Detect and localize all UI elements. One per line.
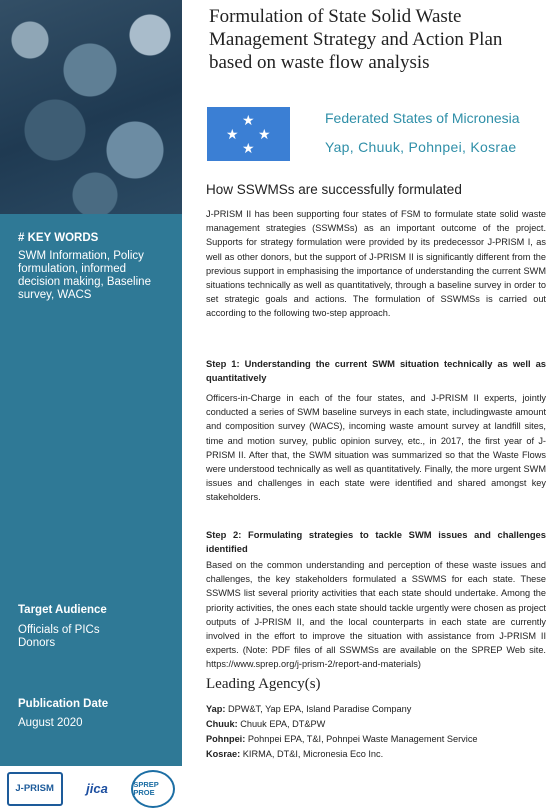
audience-title: Target Audience bbox=[18, 604, 107, 616]
main-content bbox=[182, 0, 558, 811]
sprep-logo: SPREP PROE bbox=[131, 770, 175, 808]
document-title: Formulation of State Solid Waste Management Strategy and Action Plan based on waste flow analysis bbox=[209, 6, 503, 73]
agency-row bbox=[206, 718, 546, 730]
agency-row bbox=[206, 703, 546, 715]
step1-heading: Step 1: Understanding the current SWM situation technically as well as quantitatively bbox=[206, 358, 546, 383]
states-list: Yap, Chuuk, Pohnpei, Kosrae bbox=[325, 139, 517, 155]
country-name: Federated States of Micronesia bbox=[325, 110, 520, 126]
publication-title: Publication Date bbox=[18, 698, 109, 710]
audience-item: Donors bbox=[18, 637, 56, 649]
agency-state: Kosrae: bbox=[206, 749, 241, 759]
star-icon: ★ bbox=[242, 112, 255, 128]
micronesia-flag bbox=[207, 107, 290, 161]
agency-state: Pohnpei: bbox=[206, 734, 246, 744]
agency-names: DPW&T, Yap EPA, Island Paradise Company bbox=[227, 704, 412, 714]
intro-paragraph: J-PRISM II has been supporting four states of FSM to formulate state solid waste management strategies (SSWMSs) as an important outcome of the project. Supports for strategy formulation were provided by its predecessor J-PRISM I, as well as other donors, but the support of J-PRISM II is significantly different from the previous support in emphasising the importance of understanding the current SWM situations technically as well as quantitatively, through a baseline survey in order to set strategic goals and actions. The formulation of SSWMSs is carried out according to the following two-step approach. bbox=[206, 209, 546, 319]
section-heading: How SSWMSs are successfully formulated bbox=[206, 182, 462, 197]
agency-row bbox=[206, 748, 546, 760]
agency-state: Chuuk: bbox=[206, 719, 238, 729]
agency-names: Chuuk EPA, DT&PW bbox=[240, 719, 326, 729]
star-icon: ★ bbox=[258, 126, 271, 142]
agency-state: Yap: bbox=[206, 704, 226, 714]
partner-logos bbox=[0, 766, 182, 811]
cover-photo bbox=[0, 0, 182, 214]
sidebar bbox=[0, 0, 182, 811]
publication-date: August 2020 bbox=[18, 717, 83, 729]
step2-paragraph: Based on the common understanding and perception of these waste issues and challenges, the key stakeholders formulated a SSWMS for each state. These SSWMS list several priority activities that each state should undertake. Among the priority activities, the ones each state should tackle urgently were chosen as project outputs of J-PRISM II, and the local counterparts in each state are currently involved in the effort to improve the situation with assistance from J-PRISM II experts. (Note: PDF files of all SSWMSs are available on the SPREP Web site. https://www.sprep.org/j-prism-2/report-and-materials) bbox=[206, 560, 546, 670]
step2-heading: Step 2: Formulating strategies to tackle SWM issues and challenges identified bbox=[206, 529, 546, 554]
keywords-title: # KEY WORDS bbox=[18, 232, 99, 244]
jica-logo: jica bbox=[86, 781, 108, 796]
step1-paragraph: Officers-in-Charge in each of the four states, and J-PRISM II experts, jointly conducted a series of SWM baseline surveys in each state, includingwaste amount and composition survey (WACS), incoming waste amount survey at landfill sites, time and motion survey, public opinion survey, etc., in 2017, the first year of J-PRISM II. After that, the SWM situation was summarized so that the Waste Flows were understood technically as well as quantitatively. Finally, the more urgent SWM issues and challenges in each state were identified and shared amongst key stakeholders. bbox=[206, 393, 546, 503]
agency-row bbox=[206, 733, 546, 745]
audience-list bbox=[18, 624, 168, 650]
star-icon: ★ bbox=[242, 140, 255, 156]
leading-agency-title: Leading Agency(s) bbox=[206, 676, 321, 692]
agency-names: KIRMA, DT&I, Micronesia Eco Inc. bbox=[242, 749, 384, 759]
star-icon: ★ bbox=[226, 126, 239, 142]
agency-names: Pohnpei EPA, T&I, Pohnpei Waste Management Service bbox=[247, 734, 478, 744]
keywords-text: SWM Information, Policy formulation, informed decision making, Baseline survey, WACS bbox=[18, 250, 151, 301]
jprism-logo: J-PRISM bbox=[7, 772, 63, 806]
audience-item: Officials of PICs bbox=[18, 624, 100, 636]
